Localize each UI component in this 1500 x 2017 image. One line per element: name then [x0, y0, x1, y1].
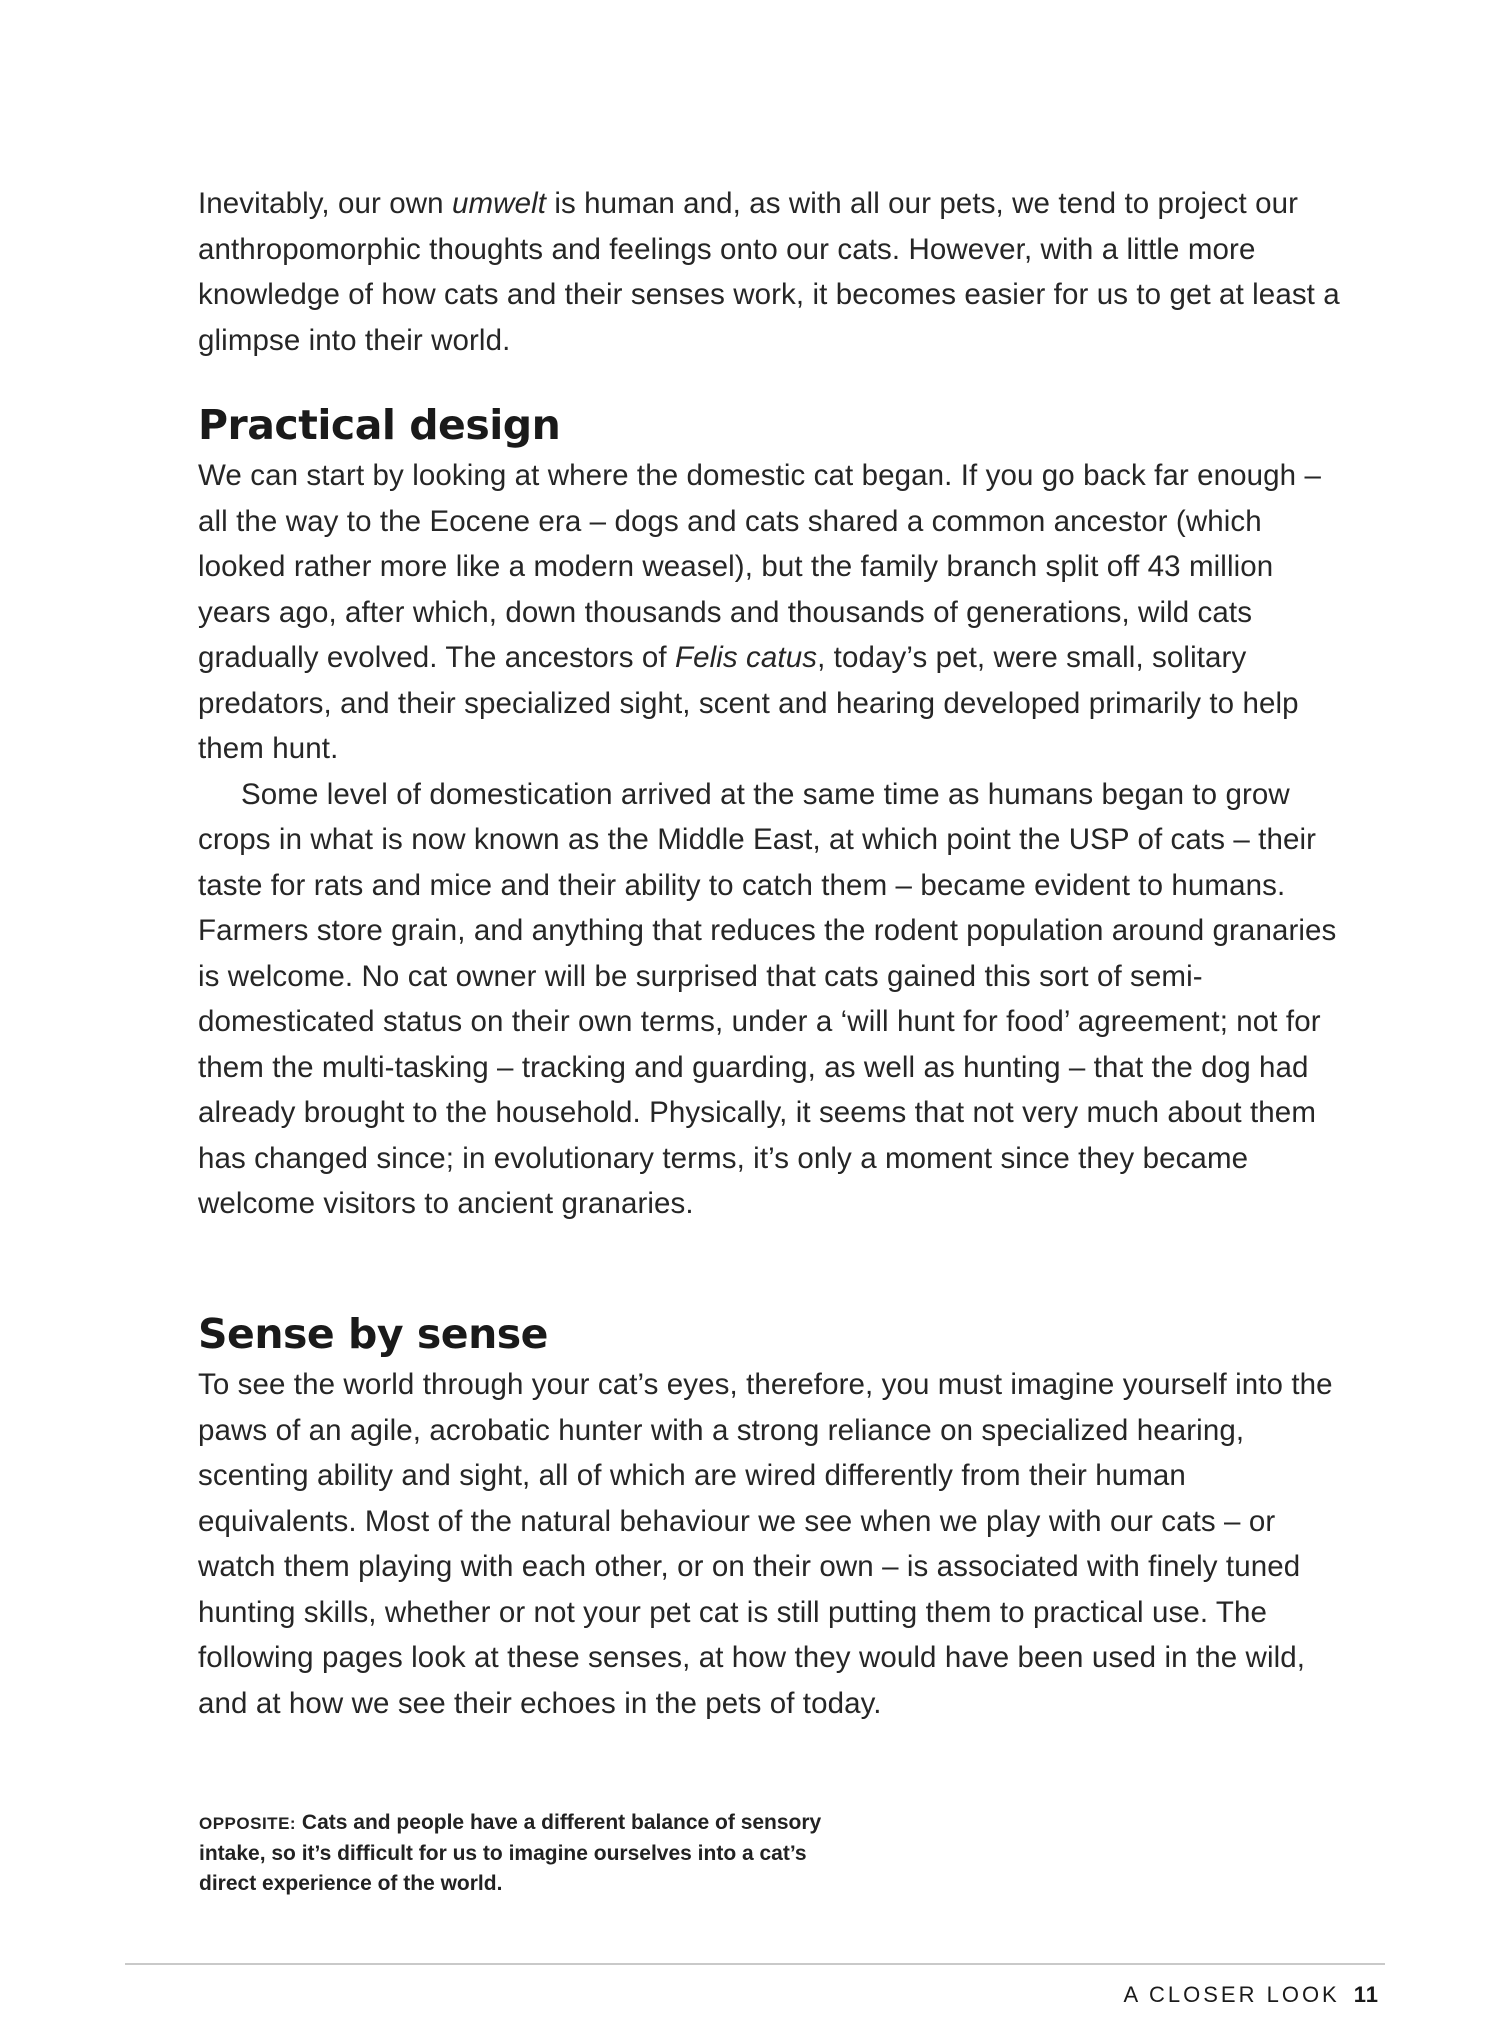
paragraph-text-part: , today’s pet, were small, solitary predators, and their specialized sight, scent and hearing developed primarily to help them hunt. — [198, 641, 1299, 765]
umwelt-term: umwelt — [451, 187, 547, 220]
heading-sense-by-sense: Sense by sense — [198, 1310, 548, 1358]
paragraph-text-part: We can start by looking at where the domestic cat began. If you go back far enough – all the way to the Eocene era – dogs and cats shared a common ancestor (which looked rather more like a modern weasel), but the family branch split off 43 million years ago, after which, down thousands and thousands of generations, wild cats gradually evolved. The ancestors of — [198, 459, 1321, 674]
footer-section-title: A CLOSER LOOK — [1123, 1982, 1340, 2007]
intro-text — [198, 181, 1348, 363]
intro-text-part: is human and, as with all our pets, we tend to project our anthropomorphic thoughts and feelings onto our cats. However, with a little more knowledge of how cats and their senses work, it becomes easier for us to get at least a glimpse into their world. — [198, 187, 1340, 357]
page-number: 11 — [1353, 1982, 1379, 2007]
practical-design-body — [198, 453, 1348, 1227]
running-footer — [1123, 1980, 1379, 2010]
practical-design-paragraph-1 — [198, 453, 1348, 772]
heading-practical-design: Practical design — [198, 401, 561, 449]
felis-catus-term: Felis catus — [674, 641, 818, 674]
sense-by-sense-paragraph: To see the world through your cat’s eyes, therefore, you must imagine yourself into the paws of an agile, acrobatic hunter with a strong reliance on specialized hearing, scenting ability and sight, all of which are wired differently from their human equivalents. Most of the natural behaviour we see when we play with our cats – or watch them playing with each other, or on their own – is associated with finely tuned hunting skills, whether or not your pet cat is still putting them to practical use. The following pages look at these senses, at how they would have been used in the wild, and at how we see their echoes in the pets of today. — [198, 1368, 1333, 1720]
sense-by-sense-body — [198, 1362, 1348, 1726]
caption-lead: OPPOSITE: — [199, 1814, 297, 1833]
practical-design-paragraph-2: Some level of domestication arrived at the same time as humans began to grow crops in what is now known as the Middle East, at which point the USP of cats – their taste for rats and mice and their ability to catch them – became evident to humans. Farmers store grain, and anything that reduces the rodent population around granaries is welcome. No cat owner will be surprised that cats gained this sort of semi-domesticated status on their own terms, under a ‘will hunt for food’ agreement; not for them the multi-tasking – tracking and guarding, as well as hunting – that the dog had already brought to the household. Physically, it seems that not very much about them has changed since; in evolutionary terms, it’s only a moment since they became welcome visitors to ancient granaries. — [198, 777, 1337, 1220]
image-caption — [199, 1808, 839, 1899]
intro-paragraph — [198, 181, 1348, 363]
caption-text: Cats and people have a different balance of sensory intake, so it’s difficult for us to imagine ourselves into a cat’s direct experience of the world. — [199, 1811, 822, 1895]
footer-rule — [125, 1963, 1385, 1965]
intro-text-part: Inevitably, our own — [198, 187, 452, 220]
